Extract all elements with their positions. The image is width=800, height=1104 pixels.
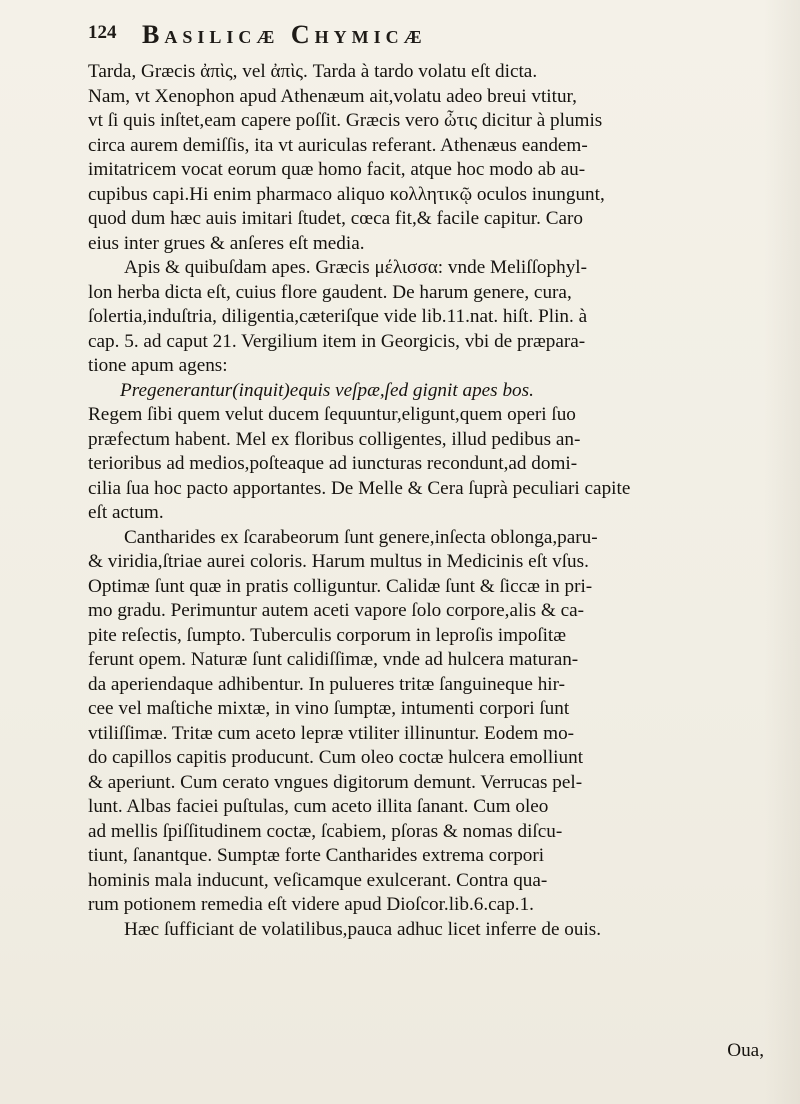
running-head: Basilicæ Chymicæ: [142, 20, 427, 49]
text-line: tione apum agens:: [88, 355, 228, 376]
catchword: Oua,: [727, 1040, 764, 1061]
text-line: ſolertia,induſtria, diligentia,cæteriſque vide lib.11.nat. hiſt. Plin. à: [88, 306, 588, 327]
page-number: 124: [88, 22, 117, 43]
text-line: da aperiendaque adhibentur. In pulueres tritæ ſanguineque hir-: [88, 673, 566, 695]
text-line: cilia ſua hoc pacto apportantes. De Melle & Cera ſuprà peculiari capite: [88, 477, 631, 499]
text-line: cee vel maſtiche mixtæ, in vino ſumptæ, intumenti corpori ſunt: [88, 698, 570, 719]
text-line: terioribus ad medios,poſteaque ad iuncturas recondunt,ad domi-: [88, 453, 578, 474]
text-line: Optimæ ſunt quæ in pratis colliguntur. Calidæ ſunt & ſiccæ in pri-: [88, 575, 593, 597]
page-edge-shading: [764, 0, 800, 1104]
text-line: Nam, vt Xenophon apud Athenæum ait,volatu adeo breui vtitur,: [88, 85, 577, 107]
text-line: do capillos capitis producunt. Cum oleo coctæ hulcera emolliunt: [88, 747, 584, 768]
text-line: hominis mala inducunt, veſicamque exulcerant. Contra qua-: [88, 869, 548, 891]
text-line: cap. 5. ad caput 21. Vergilium item in Georgicis, vbi de præpara-: [88, 330, 586, 352]
text-line: Hæc ſufficiant de volatilibus,pauca adhuc licet inferre de ouis.: [124, 918, 602, 940]
text-line: imitatricem vocat eorum quæ homo facit, atque hoc modo ab au-: [88, 159, 586, 180]
text-line: Apis & quibuſdam apes. Græcis μέλισσα: vnde Meliſſophyl-: [124, 257, 588, 278]
text-line: quod dum hæc auis imitari ſtudet, cœca fit,& facile capitur. Caro: [88, 208, 584, 229]
text-line: circa aurem demiſſis, ita vt auriculas referant. Athenæus eandem-: [88, 134, 588, 156]
text-line: tiunt, ſanantque. Sumptæ forte Cantharides extrema corpori: [88, 845, 545, 866]
text-line: & viridia,ſtriae aurei coloris. Harum multus in Medicinis eſt vſus.: [88, 551, 589, 572]
text-line: Tarda, Græcis ἀπὶς, vel ἀπὶς. Tarda à tardo volatu eſt dicta.: [88, 61, 538, 82]
text-line: ferunt opem. Naturæ ſunt calidiſſimæ, vnde ad hulcera maturan-: [88, 649, 579, 670]
text-line: Regem ſibi quem velut ducem ſequuntur,eligunt,quem operi ſuo: [88, 404, 576, 425]
verse-quotation: Pregenerantur(inquit)equis veſpæ,ſed gignit apes bos.: [120, 379, 534, 401]
text-line: Cantharides ex ſcarabeorum ſunt genere,inſecta oblonga,paru-: [124, 526, 598, 548]
text-line: lon herba dicta eſt, cuius flore gaudent. De harum genere, cura,: [88, 281, 572, 303]
text-line: mo gradu. Perimuntur autem aceti vapore ſolo corpore,alis & ca-: [88, 600, 585, 621]
body-text: [88, 60, 764, 942]
text-line: pite reſectis, ſumpto. Tuberculis corporum in leproſis impoſitæ: [88, 624, 567, 646]
text-line: præfectum habent. Mel ex floribus colligentes, illud pedibus an-: [88, 428, 581, 450]
page-header: [88, 20, 768, 60]
text-line: vt ſi quis inſtet,eam capere poſſit. Græcis vero ὦτις dicitur à plumis: [88, 110, 603, 131]
catchword-row: [88, 1040, 764, 1066]
text-line: eſt actum.: [88, 502, 164, 523]
text-line: & aperiunt. Cum cerato vngues digitorum demunt. Verrucas pel-: [88, 771, 583, 793]
text-line: cupibus capi.Hi enim pharmaco aliquo κολλητικῷ oculos inungunt,: [88, 183, 605, 205]
text-line: eius inter grues & anſeres eſt media.: [88, 232, 365, 254]
text-line: ad mellis ſpiſſitudinem coctæ, ſcabiem, pſoras & nomas diſcu-: [88, 820, 563, 842]
text-line: vtiliſſimæ. Tritæ cum aceto lepræ vtiliter illinuntur. Eodem mo-: [88, 722, 575, 744]
text-line: rum potionem remedia eſt videre apud Dioſcor.lib.6.cap.1.: [88, 894, 534, 915]
text-line: lunt. Albas faciei puſtulas, cum aceto illita ſanant. Cum oleo: [88, 796, 549, 817]
